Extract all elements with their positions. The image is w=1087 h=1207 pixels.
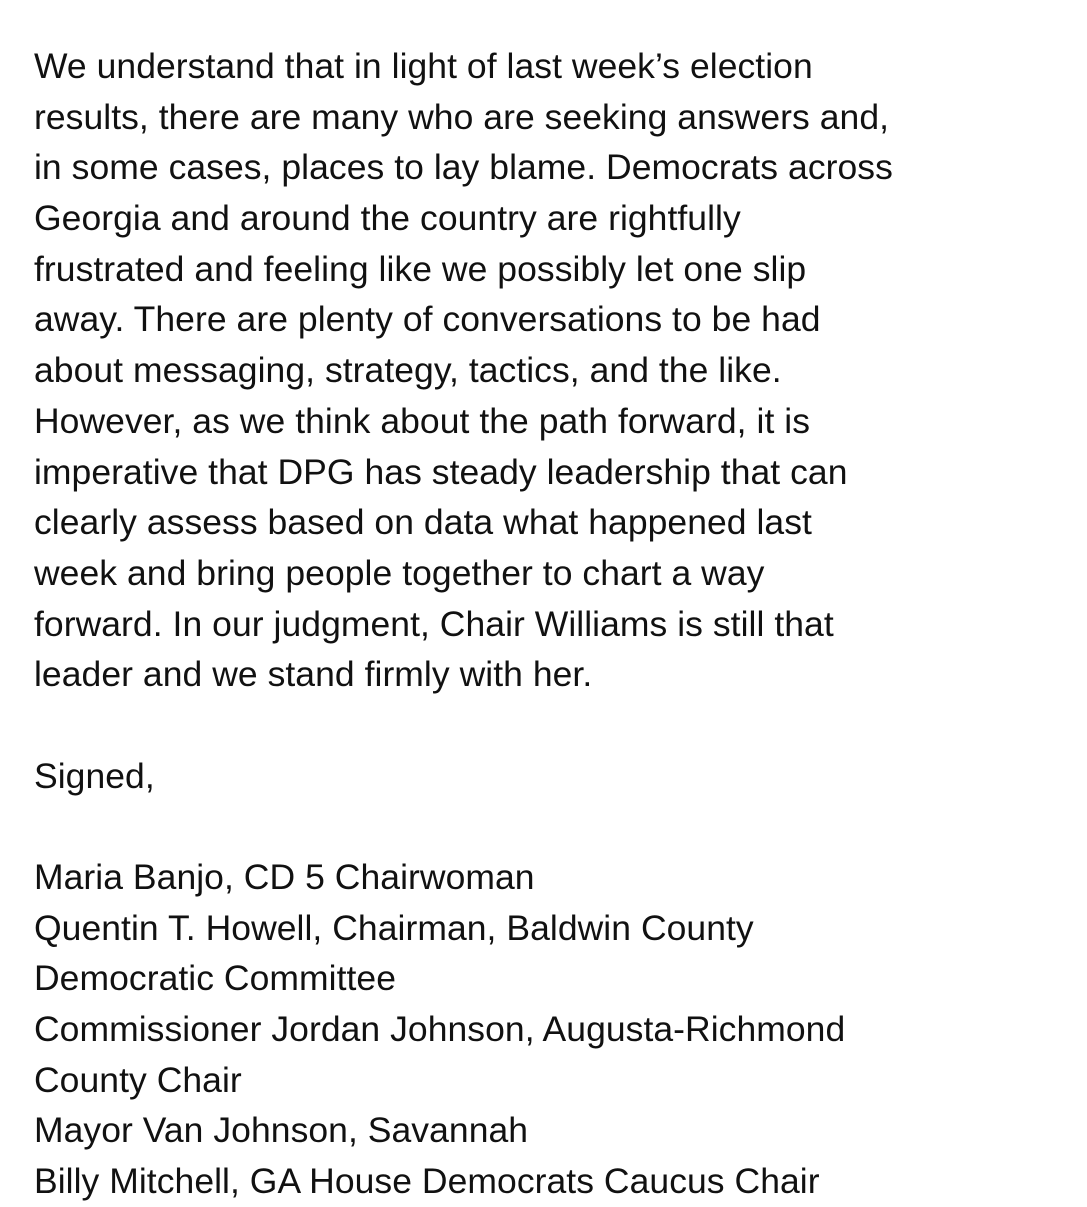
signatory-line: Quentin T. Howell, Chairman, Baldwin County — [34, 907, 754, 948]
statement-body — [34, 41, 1074, 700]
body-line: frustrated and feeling like we possibly let one slip — [34, 248, 807, 289]
signatory-line: Mayor Van Johnson, Savannah — [34, 1110, 529, 1151]
body-line: Georgia and around the country are rightfully — [34, 198, 741, 239]
signatory-line: Billy Mitchell, GA House Democrats Caucus Chair — [34, 1161, 820, 1202]
signatory-line: Maria Banjo, CD 5 Chairwoman — [34, 857, 535, 897]
paragraph-gap — [34, 700, 1074, 751]
paragraph-gap — [34, 801, 1074, 852]
signatory-line: Democratic Committee — [34, 958, 396, 999]
body-line: clearly assess based on data what happened last — [34, 502, 812, 543]
signed-label: Signed, — [34, 755, 155, 796]
body-line: leader and we stand firmly with her. — [34, 654, 593, 695]
body-line: However, as we think about the path forward, it is — [34, 400, 811, 441]
signatory-list — [34, 852, 1074, 1207]
body-line: week and bring people together to chart a way — [34, 552, 765, 593]
signatory-line: Commissioner Jordan Johnson, Augusta-Richmond — [34, 1009, 846, 1050]
body-line: results, there are many who are seeking answers and, — [34, 96, 890, 137]
body-line: forward. In our judgment, Chair Williams is still that — [34, 603, 834, 644]
body-line: about messaging, strategy, tactics, and the like. — [34, 350, 782, 391]
body-line: imperative that DPG has steady leadership that can — [34, 451, 848, 492]
body-line: away. There are plenty of conversations to be had — [34, 299, 821, 340]
body-line: We understand that in light of last week’s election — [34, 46, 813, 86]
statement-document — [34, 41, 1074, 1207]
signatory-line: County Chair — [34, 1059, 242, 1100]
body-line: in some cases, places to lay blame. Democrats across — [34, 147, 893, 188]
